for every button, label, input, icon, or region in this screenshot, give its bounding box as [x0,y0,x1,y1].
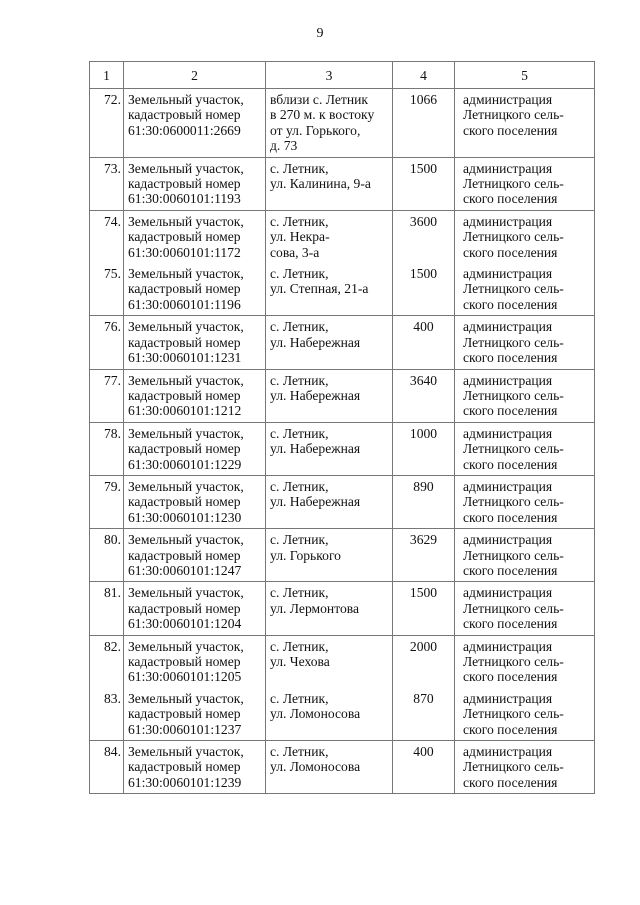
column-header-1: 1 [90,62,124,89]
table-row [90,529,595,582]
object-description [124,316,266,369]
object-location-line: ул. Ломоносова [270,759,361,775]
object-description-line: 61:30:0060101:1212 [128,403,242,419]
object-location [266,422,393,475]
row-number: 72. [90,89,124,158]
object-description-line: Земельный участок, [128,319,244,335]
object-location-line: ул. Горького [270,547,341,563]
object-description-line: 61:30:0060101:1247 [128,562,242,578]
owner-name-line: ского поселения [463,244,558,260]
object-description-line: кадастровый номер [128,387,241,403]
row-number: 76. [90,316,124,369]
object-location-line: с. Летник, [270,160,329,176]
table-row [90,89,595,158]
object-description [124,89,266,158]
owner-name-line: ского поселения [463,296,558,312]
page-number: 9 [316,26,324,41]
object-location [266,582,393,635]
owner-name [455,89,595,158]
object-description-line: кадастровый номер [128,107,241,123]
row-number: 78. [90,422,124,475]
object-location [266,210,393,263]
object-description-line: Земельный участок, [128,690,244,706]
object-description [124,741,266,794]
object-description-line: кадастровый номер [128,334,241,350]
owner-name-line: ского поселения [463,403,558,419]
owner-name-line: ского поселения [463,616,558,632]
plot-area: 1500 [393,582,455,635]
object-location [266,741,393,794]
object-location-line: от ул. Горького, [270,122,361,138]
owner-name-line: Летницкого сель- [463,229,564,245]
owner-name-line: Летницкого сель- [463,441,564,457]
row-number: 73. [90,157,124,210]
object-description-line: 61:30:0060101:1237 [128,721,242,737]
object-description-line: Земельный участок, [128,638,244,654]
object-description [124,210,266,263]
object-location-line: ул. Набережная [270,387,361,403]
owner-name-line: администрация [463,532,553,548]
object-description [124,582,266,635]
owner-name-line: ского поселения [463,721,558,737]
owner-name [455,316,595,369]
table-row [90,157,595,210]
owner-name [455,422,595,475]
object-description-line: 61:30:0060101:1239 [128,774,242,790]
owner-name [455,369,595,422]
object-location [266,157,393,210]
owner-name-line: Летницкого сель- [463,600,564,616]
owner-name-line: Летницкого сель- [463,176,564,192]
plot-area: 1500 [393,263,455,316]
object-location-line: д. 73 [270,138,298,154]
object-location [266,369,393,422]
object-description [124,263,266,316]
owner-name-line: ского поселения [463,191,558,207]
owner-name-line: администрация [463,478,553,494]
object-description [124,635,266,688]
object-location-line: с. Летник, [270,478,329,494]
table-row [90,422,595,475]
object-location [266,688,393,741]
owner-name-line: ского поселения [463,456,558,472]
object-location [266,89,393,158]
column-header-2: 2 [124,62,266,89]
object-description-line: Земельный участок, [128,425,244,441]
plot-area: 2000 [393,635,455,688]
object-location [266,475,393,528]
plot-area: 1500 [393,157,455,210]
object-description-line: Земельный участок, [128,160,244,176]
object-description-line: Земельный участок, [128,744,244,760]
object-description-line: кадастровый номер [128,176,241,192]
owner-name-line: администрация [463,585,553,601]
table-row [90,741,595,794]
object-description-line: Земельный участок, [128,372,244,388]
object-description [124,688,266,741]
object-location-line: ул. Степная, 21-а [270,281,369,297]
column-header-4: 4 [393,62,455,89]
object-location [266,635,393,688]
object-description-line: 61:30:0060101:1172 [128,244,241,260]
object-description-line: 61:30:0060101:1205 [128,669,242,685]
object-location-line: ул. Набережная [270,494,361,510]
owner-name [455,529,595,582]
row-number: 82. [90,635,124,688]
column-header-3: 3 [266,62,393,89]
object-description [124,475,266,528]
object-description-line: 61:30:0060101:1204 [128,616,242,632]
row-number: 74. [90,210,124,263]
object-description-line: кадастровый номер [128,229,241,245]
object-description-line: 61:30:0060101:1230 [128,509,242,525]
owner-name [455,475,595,528]
table-row [90,582,595,635]
owner-name-line: ского поселения [463,774,558,790]
object-description-line: 61:30:0600011:2669 [128,122,241,138]
object-location-line: с. Летник, [270,585,329,601]
owner-name-line: Летницкого сель- [463,494,564,510]
owner-name [455,741,595,794]
object-location-line: ул. Ломоносова [270,706,361,722]
object-location-line: с. Летник, [270,744,329,760]
owner-name-line: Летницкого сель- [463,706,564,722]
plot-area: 400 [393,316,455,369]
object-location-line: сова, 3-а [270,244,320,260]
object-location [266,316,393,369]
object-description-line: Земельный участок, [128,532,244,548]
row-number: 79. [90,475,124,528]
owner-name-line: администрация [463,425,553,441]
plot-area: 890 [393,475,455,528]
plot-area: 1066 [393,89,455,158]
object-location-line: вблизи с. Летник [270,92,369,107]
owner-name-line: ского поселения [463,122,558,138]
table-row [90,688,595,741]
object-description [124,157,266,210]
owner-name-line: Летницкого сель- [463,334,564,350]
owner-name-line: администрация [463,372,553,388]
owner-name-line: Летницкого сель- [463,547,564,563]
table-row [90,475,595,528]
owner-name-line: Летницкого сель- [463,654,564,669]
land-plots-table [89,61,595,794]
object-description-line: кадастровый номер [128,547,241,563]
object-location-line: с. Летник, [270,266,329,282]
object-location-line: ул. Набережная [270,441,361,457]
owner-name [455,263,595,316]
object-description-line: Земельный участок, [128,585,244,601]
owner-name [455,688,595,741]
table-body [90,89,595,794]
owner-name-line: администрация [463,92,553,107]
object-description-line: кадастровый номер [128,281,241,297]
row-number: 83. [90,688,124,741]
table-row [90,635,595,688]
table-header-row [90,62,595,89]
object-location-line: с. Летник, [270,425,329,441]
row-number: 84. [90,741,124,794]
plot-area: 870 [393,688,455,741]
object-description-line: кадастровый номер [128,600,241,616]
object-location-line: с. Летник, [270,213,329,229]
object-description [124,369,266,422]
row-number: 81. [90,582,124,635]
owner-name [455,635,595,688]
object-location-line: ул. Калинина, 9-а [270,176,371,192]
object-description-line: кадастровый номер [128,759,241,775]
object-description [124,529,266,582]
object-location-line: ул. Набережная [270,334,361,350]
owner-name-line: Летницкого сель- [463,387,564,403]
column-header-5: 5 [455,62,595,89]
object-description-line: Земельный участок, [128,478,244,494]
owner-name-line: администрация [463,266,553,282]
table-row [90,316,595,369]
table-row [90,369,595,422]
owner-name-line: ского поселения [463,562,558,578]
object-location-line: с. Летник, [270,532,329,548]
object-description-line: 61:30:0060101:1196 [128,296,241,312]
object-description-line: Земельный участок, [128,266,244,282]
owner-name-line: ского поселения [463,669,558,685]
object-location-line: с. Летник, [270,319,329,335]
object-location [266,529,393,582]
object-location-line: с. Летник, [270,372,329,388]
object-description-line: кадастровый номер [128,654,241,669]
object-description-line: 61:30:0060101:1229 [128,456,242,472]
object-description-line: кадастровый номер [128,706,241,722]
object-description-line: кадастровый номер [128,494,241,510]
owner-name-line: Летницкого сель- [463,281,564,297]
owner-name-line: администрация [463,319,553,335]
object-location-line: с. Летник, [270,638,329,654]
object-location-line: в 270 м. к востоку [270,107,375,123]
owner-name-line: администрация [463,690,553,706]
owner-name-line: ского поселения [463,509,558,525]
plot-area: 3600 [393,210,455,263]
owner-name-line: администрация [463,744,553,760]
object-description-line: Земельный участок, [128,213,244,229]
owner-name-line: администрация [463,213,553,229]
object-location-line: с. Летник, [270,690,329,706]
owner-name-line: ского поселения [463,350,558,366]
object-location [266,263,393,316]
object-location-line: ул. Лермонтова [270,600,360,616]
object-description-line: 61:30:0060101:1231 [128,350,242,366]
object-description-line: Земельный участок, [128,92,244,107]
owner-name-line: администрация [463,638,553,654]
owner-name-line: администрация [463,160,553,176]
object-description-line: 61:30:0060101:1193 [128,191,241,207]
table-row [90,210,595,263]
row-number: 75. [90,263,124,316]
row-number: 80. [90,529,124,582]
owner-name-line: Летницкого сель- [463,759,564,775]
plot-area: 3629 [393,529,455,582]
object-description [124,422,266,475]
plot-area: 400 [393,741,455,794]
table-row [90,263,595,316]
plot-area: 3640 [393,369,455,422]
owner-name [455,210,595,263]
object-description-line: кадастровый номер [128,441,241,457]
owner-name-line: Летницкого сель- [463,107,564,123]
owner-name [455,582,595,635]
object-location-line: ул. Некра- [270,229,330,245]
plot-area: 1000 [393,422,455,475]
object-location-line: ул. Чехова [270,654,330,669]
row-number: 77. [90,369,124,422]
owner-name [455,157,595,210]
